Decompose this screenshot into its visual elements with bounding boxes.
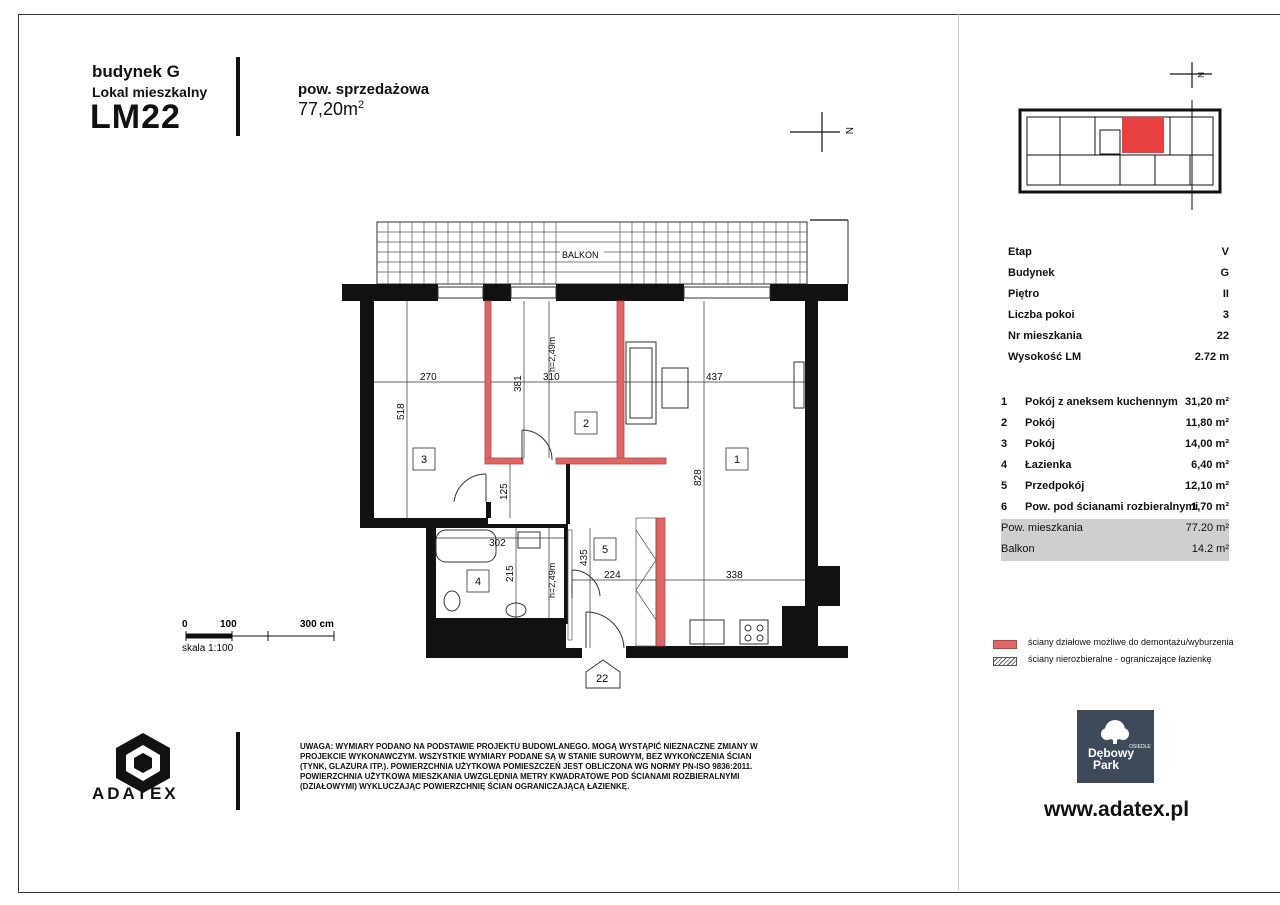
details-row: Nr mieszkania 22 <box>1008 330 1229 342</box>
north-label: N <box>1196 72 1205 78</box>
room-row: 6 Pow. pod ścianami rozbieralnymi 1,70 m² <box>1001 501 1229 513</box>
key-plan <box>1020 62 1220 210</box>
room-row: 2 Pokój 11,80 m² <box>1001 417 1229 429</box>
details-row: Etap V <box>1008 246 1229 258</box>
dim-381: 381 <box>513 375 524 392</box>
scale-tick: 100 <box>220 619 237 630</box>
balcony-label: BALKON <box>562 250 599 260</box>
room-row: 1 Pokój z aneksem kuchennym 31,20 m² <box>1001 396 1229 408</box>
scale-bar <box>186 631 334 641</box>
height-label: h=2,49m <box>547 562 557 598</box>
legend-swatch <box>993 657 1017 666</box>
room-number: 3 <box>421 454 428 466</box>
dim-125: 125 <box>499 483 510 500</box>
dim-338: 338 <box>726 570 743 581</box>
details-row: Piętro II <box>1008 288 1229 300</box>
scale-tick: 300 cm <box>300 619 334 630</box>
room-number: 4 <box>475 576 482 588</box>
unit-highlight <box>1122 117 1164 153</box>
details-row: Liczba pokoi 3 <box>1008 309 1229 321</box>
website-link[interactable]: www.adatex.pl <box>1044 798 1190 821</box>
dim-828: 828 <box>693 469 704 486</box>
unit-code: LM22 <box>90 98 181 136</box>
north-label: N <box>843 127 854 135</box>
adatex-logo-text: ADATEX <box>92 784 179 803</box>
dim-270: 270 <box>420 372 437 383</box>
dim-215: 215 <box>505 565 516 582</box>
room-row: 5 Przedpokój 12,10 m² <box>1001 480 1229 492</box>
area-value: $77,20m^2$ <box>298 99 365 119</box>
summary-row: Pow. mieszkania 77.20 m² <box>1001 519 1229 540</box>
dim-310: 310 <box>543 372 560 383</box>
legend-swatch <box>993 640 1017 649</box>
area-label: pow. sprzedażowa <box>298 81 430 98</box>
building-label: budynek G <box>92 62 180 81</box>
dim-437: 437 <box>706 372 723 383</box>
debowy-park-logo: Dębowy OSIEDLE Park <box>1077 710 1154 783</box>
north-arrow-icon <box>790 112 840 152</box>
room-number: 1 <box>734 454 741 466</box>
details-row: Wysokość LM 2.72 m <box>1008 351 1229 363</box>
height-label: h=2,49m <box>547 336 557 372</box>
entrance-label: 22 <box>596 673 609 685</box>
dim-518: 518 <box>396 403 407 420</box>
dim-435: 435 <box>579 549 590 566</box>
room-number: 2 <box>583 418 590 430</box>
room-row: 4 Łazienka 6,40 m² <box>1001 459 1229 471</box>
fixed-walls <box>568 518 656 646</box>
room-number: 5 <box>602 544 609 556</box>
details-row: Budynek G <box>1008 267 1229 279</box>
unit-type-label: Lokal mieszkalny <box>92 84 208 100</box>
scale-tick: 0 <box>182 619 188 630</box>
scale-label: skala 1:100 <box>182 643 234 654</box>
dim-302: 302 <box>489 538 506 549</box>
dim-224: 224 <box>604 570 621 581</box>
exterior-walls <box>342 284 848 658</box>
summary-row: Balkon 14.2 m² <box>1001 540 1229 561</box>
disclaimer-note: UWAGA: WYMIARY PODANO NA PODSTAWIE PROJEKTU BUDOWLANEGO. MOGĄ WYSTĄPIĆ NIEZNACZNE ZMIANY W PROJEKCIE WYKONAWCZYM. WSZYSTKIE WYMIARY PODANE SĄ W STANIE SUROWYM, BEZ WYKOŃCZENIA ŚCIAN (TYNK, GLAZURA ITP.). POWIERZCHNIA UŻYTKOWA POMIESZCZEŃ JEST OBLICZONA WG NORMY PN-ISO 9836:2011. POWIERZCHNIA UŻYTKOWA MIESZKANIA UWZGLĘDNIA METRY KWADRATOWE POD ŚCIANAMI ROZBIERALNYMI (DZIAŁOWYMI) WYKLUCZAJĄC POWIERZCHNIĘ ŚCIAN OGRANICZAJĄCĄ ŁAZIENKĘ. <box>300 742 758 791</box>
room-row: 3 Pokój 14,00 m² <box>1001 438 1229 450</box>
